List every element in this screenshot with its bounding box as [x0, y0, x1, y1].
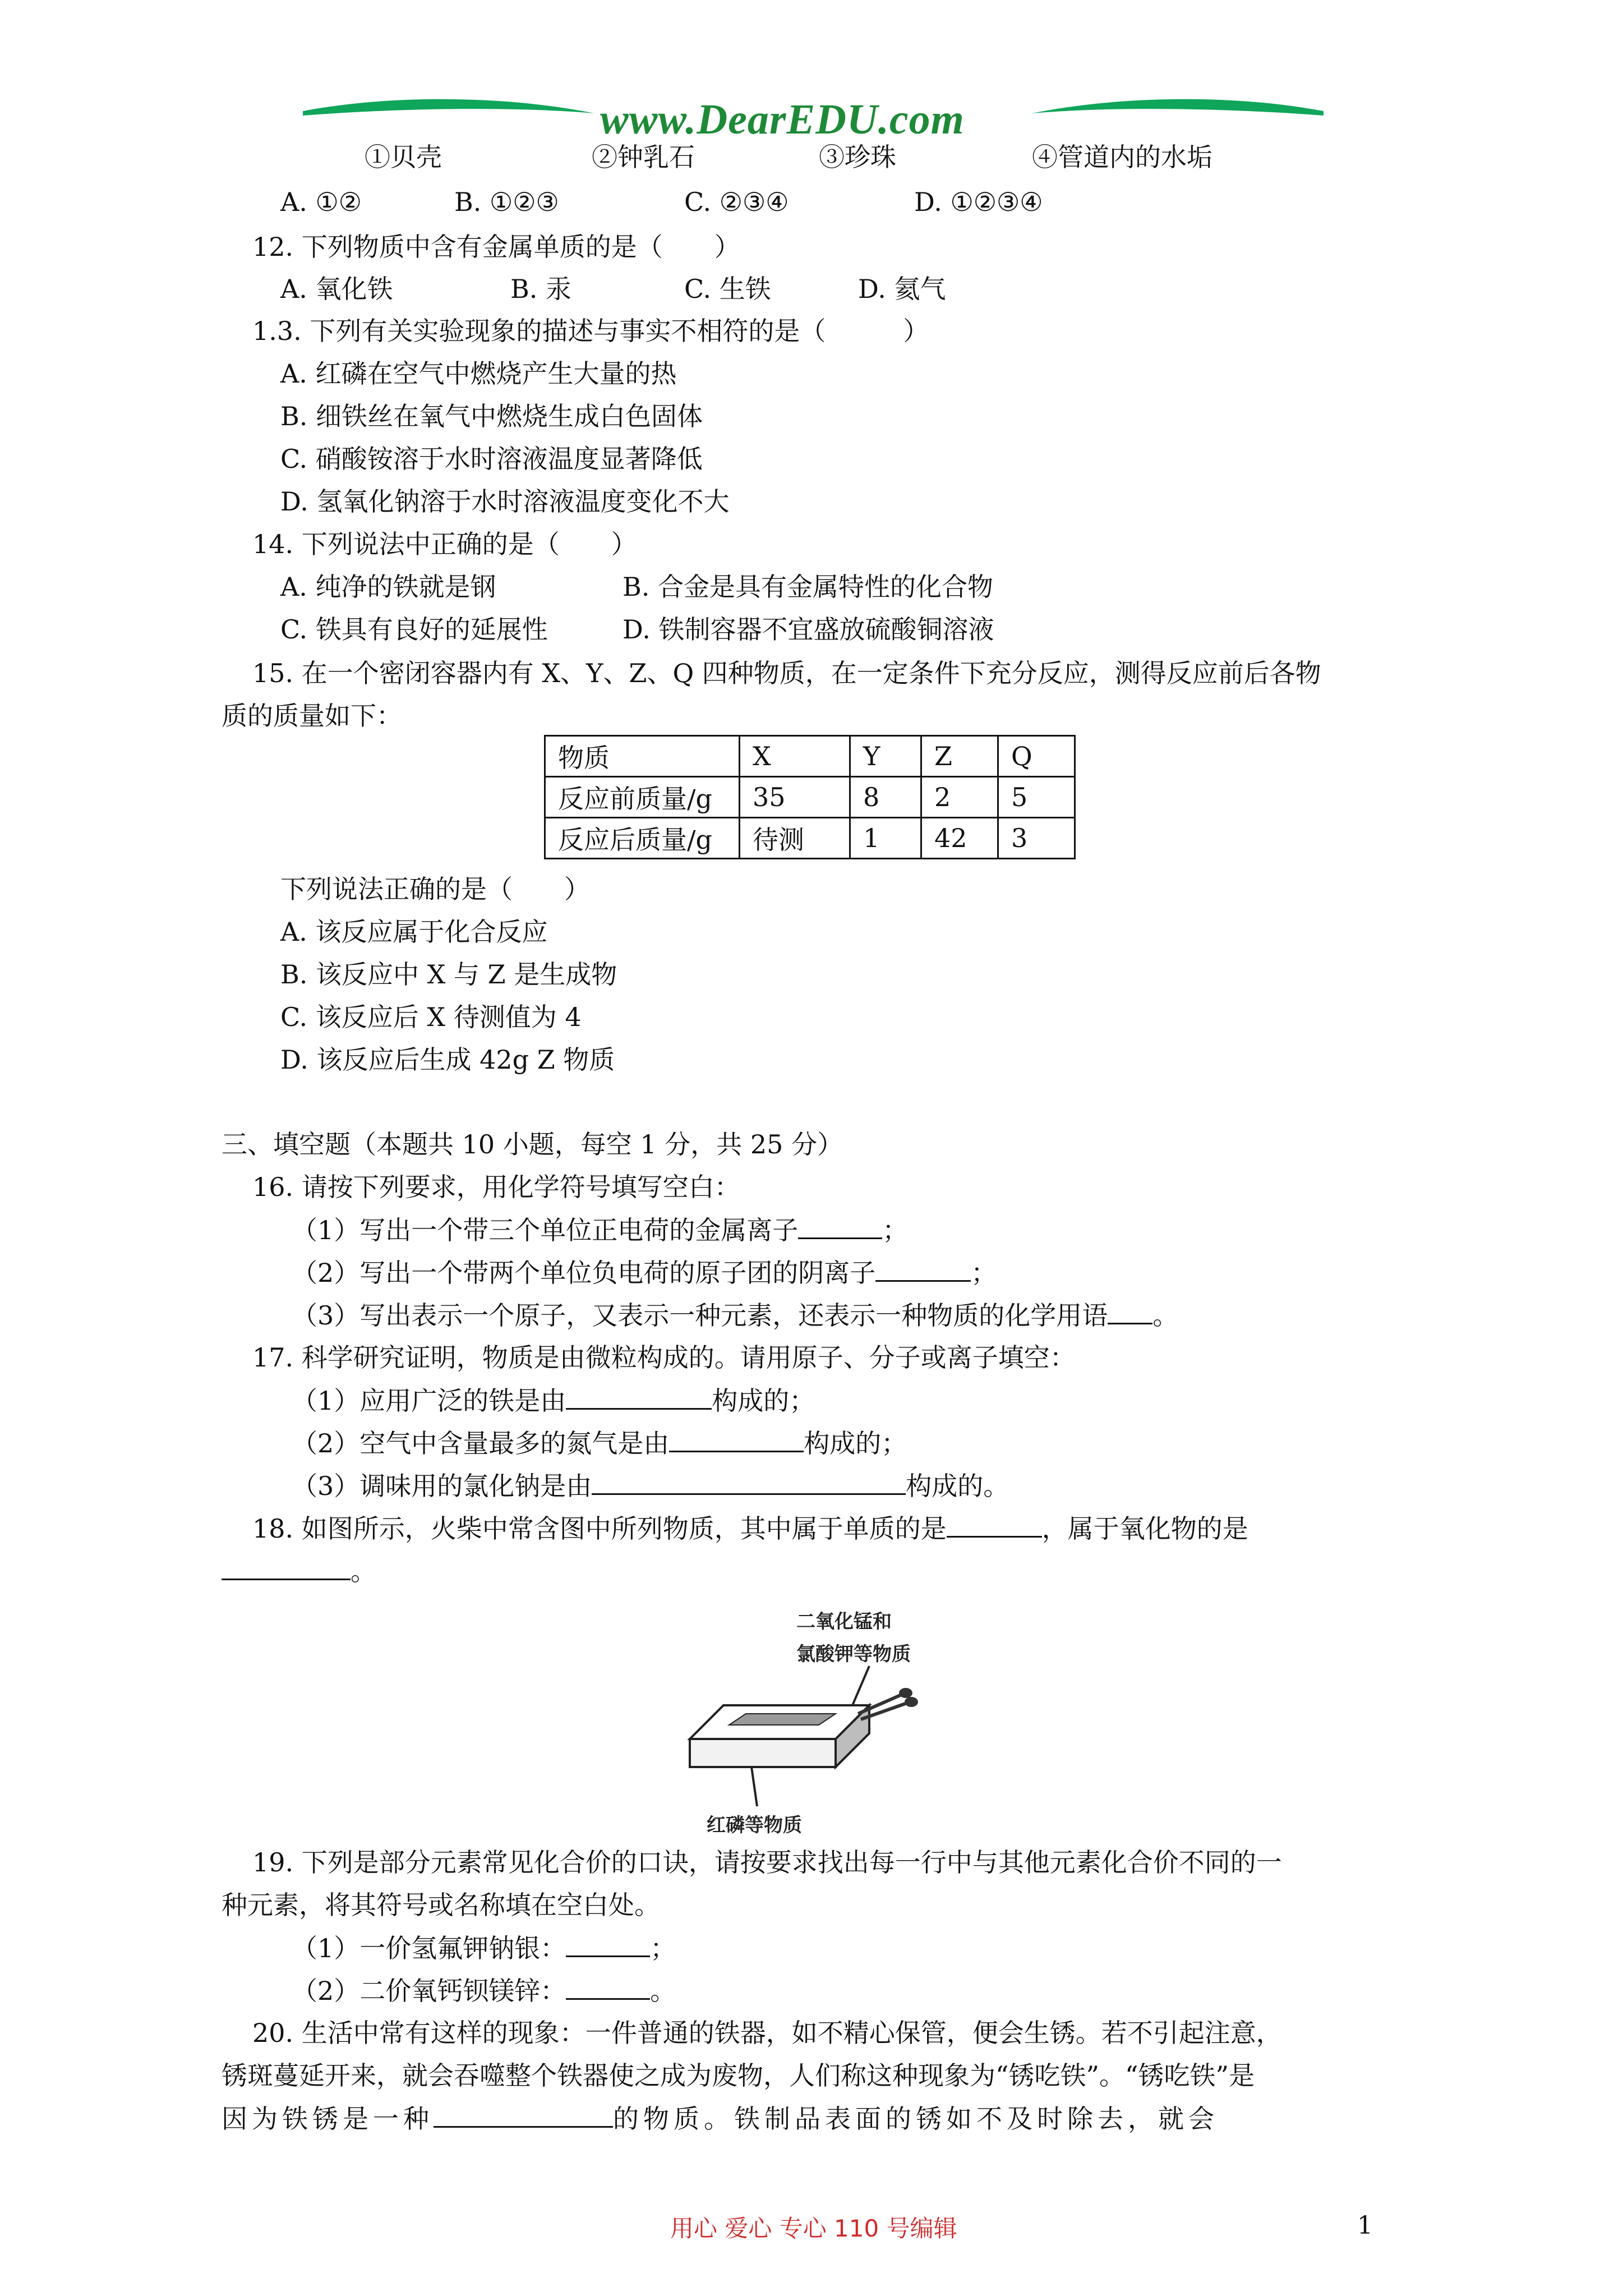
q18-line-2-end: 。 [351, 1556, 376, 1586]
q14-stem: 14. 下列说法中正确的是（ ） [252, 529, 637, 559]
header-site-name: www.DearEDU.com [600, 96, 965, 143]
q17-part-3 [292, 1469, 1009, 1503]
q15-option-c: C. 该反应后 X 待测值为 4 [280, 1002, 582, 1032]
section-3-title: 三、填空题（本题共 10 小题，每空 1 分，共 25 分） [222, 1129, 843, 1159]
q17-part-2-text: （2）空气中含量最多的氮气是由 [292, 1428, 670, 1458]
q12-option-a: A. 氧化铁 [280, 274, 393, 304]
q16-stem: 16. 请按下列要求，用化学符号填写空白： [252, 1172, 740, 1202]
table-cell: 反应前质量/g [545, 777, 740, 818]
answer-blank[interactable] [434, 2101, 613, 2128]
q16-part-1-end: ； [882, 1215, 909, 1245]
table-header-row [545, 736, 1075, 777]
label-pointer-bottom [751, 1767, 757, 1806]
table-cell: 5 [998, 777, 1075, 818]
q13-option-c: C. 硝酸铵溶于水时溶液温度显著降低 [280, 444, 703, 474]
answer-blank[interactable] [592, 1469, 906, 1495]
q11-item-2: ②钟乳石 [592, 142, 695, 172]
q16-part-2 [292, 1255, 997, 1290]
table-header-cell: 物质 [545, 736, 740, 777]
q19-part-2-end: 。 [650, 1976, 676, 2006]
q11-item-1: ①贝壳 [365, 142, 442, 172]
q20-line-3 [222, 2101, 1219, 2136]
q16-part-2-end: ； [971, 1258, 997, 1288]
q17-part-2-end: 构成的； [804, 1428, 907, 1458]
q14-option-a: A. 纯净的铁就是钢 [280, 572, 496, 602]
q18-line-1-mid: ，属于氧化物的是 [1041, 1513, 1248, 1544]
table-cell: 3 [998, 818, 1075, 859]
q12-stem: 12. 下列物质中含有金属单质的是（ ） [252, 232, 740, 262]
matchbox-figure [667, 1604, 981, 1840]
q15-option-d: D. 该反应后生成 42g Z 物质 [280, 1045, 615, 1075]
answer-blank[interactable] [1108, 1298, 1152, 1324]
table-cell: 1 [850, 818, 921, 859]
q16-part-3-end: 。 [1152, 1300, 1179, 1331]
table-header-cell: Q [998, 736, 1075, 777]
q20-line-1: 20. 生活中常有这样的现象：一件普通的铁器，如不精心保管，便会生锈。若不引起注意， [252, 2018, 1282, 2048]
q12-option-d: D. 氦气 [858, 274, 946, 304]
table-row [545, 818, 1075, 859]
q19-line-1: 19. 下列是部分元素常见化合价的口诀，请按要求找出每一行中与其他元素化合价不同的一 [252, 1847, 1282, 1878]
matchbox-striking-strip [729, 1714, 836, 1725]
q16-part-1 [292, 1213, 908, 1247]
q17-stem: 17. 科学研究证明，物质是由微粒构成的。请用原子、分子或离子填空： [252, 1342, 1076, 1373]
q19-part-1-text: （1）一价氢氟钾钠银： [292, 1933, 566, 1963]
q20-line-3-text: 因为铁锈是一种 [222, 2104, 434, 2134]
q13-option-d: D. 氢氧化钠溶于水时溶液温度变化不大 [280, 486, 730, 517]
q16-part-3-text: （3）写出表示一个原子，又表示一种元素，还表示一种物质的化学用语 [292, 1300, 1108, 1331]
q18-line-1-text: 18. 如图所示，火柴中常含图中所列物质，其中属于单质的是 [252, 1513, 947, 1544]
match-head [899, 1688, 912, 1698]
page-number: 1 [1357, 2211, 1373, 2240]
answer-blank[interactable] [875, 1255, 971, 1282]
q16-part-1-text: （1）写出一个带三个单位正电荷的金属离子 [292, 1215, 799, 1245]
figure-label-bottom: 红磷等物质 [707, 1814, 802, 1837]
q19-part-1 [292, 1931, 676, 1965]
table-row [545, 777, 1075, 818]
q19-part-2-text: （2）二价氧钙钡镁锌： [292, 1976, 566, 2006]
q18-line-1 [252, 1511, 1248, 1545]
table-cell: 35 [740, 777, 850, 818]
q14-option-c: C. 铁具有良好的延展性 [280, 614, 548, 645]
table-cell: 待测 [740, 818, 850, 859]
q17-part-3-end: 构成的。 [906, 1471, 1009, 1501]
q15-option-b: B. 该反应中 X 与 Z 是生成物 [280, 959, 617, 990]
table-header-cell: Z [921, 736, 998, 777]
table-cell: 8 [850, 777, 921, 818]
answer-blank[interactable] [669, 1426, 804, 1452]
q13-stem: 1.3. 下列有关实验现象的描述与事实不相符的是（ ） [252, 316, 929, 346]
q14-option-d: D. 铁制容器不宜盛放硫酸铜溶液 [623, 614, 994, 645]
table-cell: 2 [921, 777, 998, 818]
table-cell: 反应后质量/g [545, 818, 740, 859]
q17-part-1-text: （1）应用广泛的铁是由 [292, 1386, 566, 1416]
q20-line-2: 锈斑蔓延开来，就会吞噬整个铁器使之成为废物，人们称这种现象为“锈吃铁”。“锈吃铁”是 [222, 2060, 1255, 2091]
right-swoosh [1032, 99, 1324, 116]
label-pointer-top [852, 1666, 869, 1705]
table-header-cell: X [740, 736, 850, 777]
q11-option-c: C. ②③④ [684, 187, 789, 217]
matchbox-front [690, 1739, 836, 1767]
q18-line-2 [222, 1554, 376, 1588]
figure-label-top-1: 二氧化锰和 [796, 1611, 892, 1633]
answer-blank[interactable] [566, 1383, 712, 1410]
mass-table [544, 735, 1076, 859]
answer-blank[interactable] [798, 1213, 882, 1239]
q15-option-a: A. 该反应属于化合反应 [280, 917, 548, 947]
answer-blank[interactable] [566, 1973, 650, 2000]
q15-stem-line1: 15. 在一个密闭容器内有 X、Y、Z、Q 四种物质，在一定条件下充分反应，测得反应前后各物 [252, 658, 1321, 688]
q17-part-3-text: （3）调味用的氯化钠是由 [292, 1471, 592, 1501]
q15-prompt: 下列说法正确的是（ ） [280, 874, 590, 904]
q16-part-2-text: （2）写出一个带两个单位负电荷的原子团的阴离子 [292, 1258, 876, 1288]
q11-item-4: ④管道内的水垢 [1032, 142, 1212, 172]
q12-option-b: B. 汞 [510, 274, 572, 304]
q11-item-3: ③珍珠 [819, 142, 896, 172]
q17-part-2 [292, 1426, 907, 1460]
q11-option-b: B. ①②③ [454, 187, 559, 217]
q13-option-a: A. 红磷在空气中燃烧产生大量的热 [280, 358, 677, 389]
q19-part-1-end: ； [650, 1933, 676, 1963]
table-cell: 42 [921, 818, 998, 859]
q11-option-a: A. ①② [280, 187, 362, 217]
answer-blank[interactable] [947, 1511, 1042, 1538]
q15-stem-line2: 质的质量如下： [222, 701, 402, 731]
q12-option-c: C. 生铁 [684, 274, 771, 304]
q11-option-d: D. ①②③④ [914, 187, 1043, 217]
q19-line-2: 种元素，将其符号或名称填在空白处。 [222, 1890, 660, 1920]
q20-line-3-end: 的物质。铁制品表面的锈如不及时除去，就会 [613, 2104, 1219, 2134]
q14-option-b: B. 合金是具有金属特性的化合物 [623, 572, 994, 602]
footer-editor-note: 用心 爱心 专心 110 号编辑 [670, 2215, 957, 2242]
answer-blank[interactable] [222, 1554, 351, 1580]
table-header-cell: Y [850, 736, 921, 777]
left-swoosh [303, 99, 594, 116]
match-head [905, 1697, 918, 1707]
q17-part-1-end: 构成的； [712, 1386, 815, 1416]
answer-blank[interactable] [566, 1931, 650, 1957]
figure-label-top-2: 氯酸钾等物质 [796, 1643, 911, 1665]
q16-part-3 [292, 1298, 1178, 1332]
q19-part-2 [292, 1973, 676, 2008]
q13-option-b: B. 细铁丝在氧气中燃烧生成白色固体 [280, 401, 703, 431]
q17-part-1 [292, 1383, 815, 1418]
